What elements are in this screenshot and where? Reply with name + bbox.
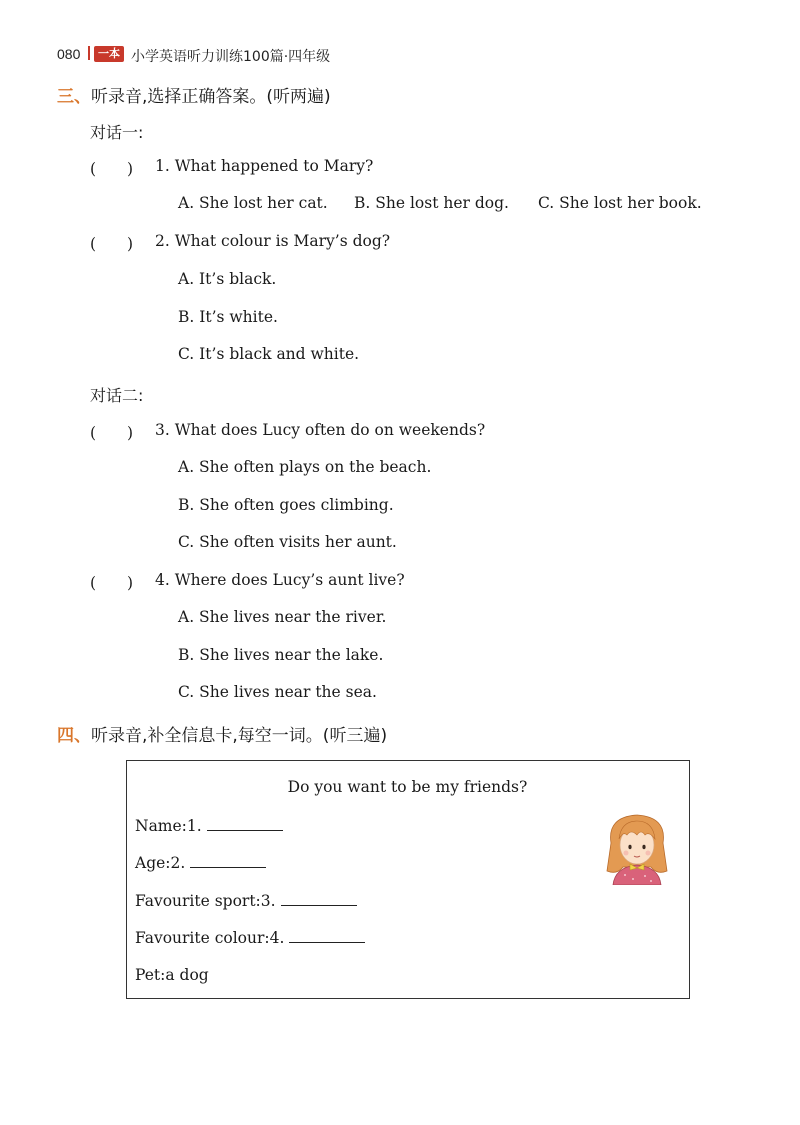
q2-option-c: C. It’s black and white. [178, 345, 360, 363]
info-row-pet: Pet:a dog [135, 966, 209, 984]
blank-sport[interactable] [281, 891, 357, 906]
q3-option-a: A. She often plays on the beach. [178, 458, 432, 476]
blank-colour[interactable] [289, 928, 365, 943]
info-row-name [135, 816, 283, 835]
dialogue2-label: 对话二: [90, 386, 144, 405]
q3-option-b: B. She often goes climbing. [178, 496, 394, 514]
section3-instruction: 听录音,选择正确答案。(听两遍) [91, 87, 331, 107]
q1-option-a: A. She lost her cat. [178, 194, 328, 212]
header-divider [88, 46, 90, 60]
q1-option-c: C. She lost her book. [538, 194, 702, 212]
girl-illustration [601, 809, 673, 885]
blank-name[interactable] [207, 816, 283, 831]
info-row-age [135, 853, 266, 872]
question-1: 1. What happened to Mary? [155, 157, 374, 175]
info-label-name: Name:1. [135, 817, 202, 835]
q4-option-a: A. She lives near the river. [178, 608, 387, 626]
answer-bracket-2[interactable]: ( ) [90, 235, 134, 253]
info-row-colour [135, 928, 365, 947]
blank-age[interactable] [190, 853, 266, 868]
answer-bracket-3[interactable]: ( ) [90, 424, 134, 442]
q4-option-b: B. She lives near the lake. [178, 646, 384, 664]
answer-bracket-1[interactable]: ( ) [90, 160, 134, 178]
section3-heading [57, 82, 331, 107]
section3-number: 三、 [57, 87, 91, 107]
page-number: 080 [57, 46, 81, 62]
q1-option-b: B. She lost her dog. [354, 194, 509, 212]
info-card-title: Do you want to be my friends? [287, 778, 528, 796]
answer-bracket-4[interactable]: ( ) [90, 574, 134, 592]
section4-heading [57, 721, 387, 746]
question-4: 4. Where does Lucy’s aunt live? [155, 571, 405, 589]
book-title: 小学英语听力训练100篇·四年级 [131, 49, 331, 65]
q2-option-b: B. It’s white. [178, 308, 278, 326]
brand-logo: 一本 [94, 46, 124, 62]
dialogue1-label: 对话一: [90, 123, 144, 142]
question-2: 2. What colour is Mary’s dog? [155, 232, 391, 250]
q3-option-c: C. She often visits her aunt. [178, 533, 397, 551]
info-label-age: Age:2. [135, 854, 186, 872]
section4-number: 四、 [57, 726, 91, 746]
question-3: 3. What does Lucy often do on weekends? [155, 421, 486, 439]
info-label-sport: Favourite sport:3. [135, 892, 276, 910]
info-label-colour: Favourite colour:4. [135, 929, 285, 947]
section4-instruction: 听录音,补全信息卡,每空一词。(听三遍) [91, 726, 388, 746]
info-card [126, 760, 690, 999]
q4-option-c: C. She lives near the sea. [178, 683, 377, 701]
info-row-sport [135, 891, 357, 910]
q2-option-a: A. It’s black. [178, 270, 277, 288]
